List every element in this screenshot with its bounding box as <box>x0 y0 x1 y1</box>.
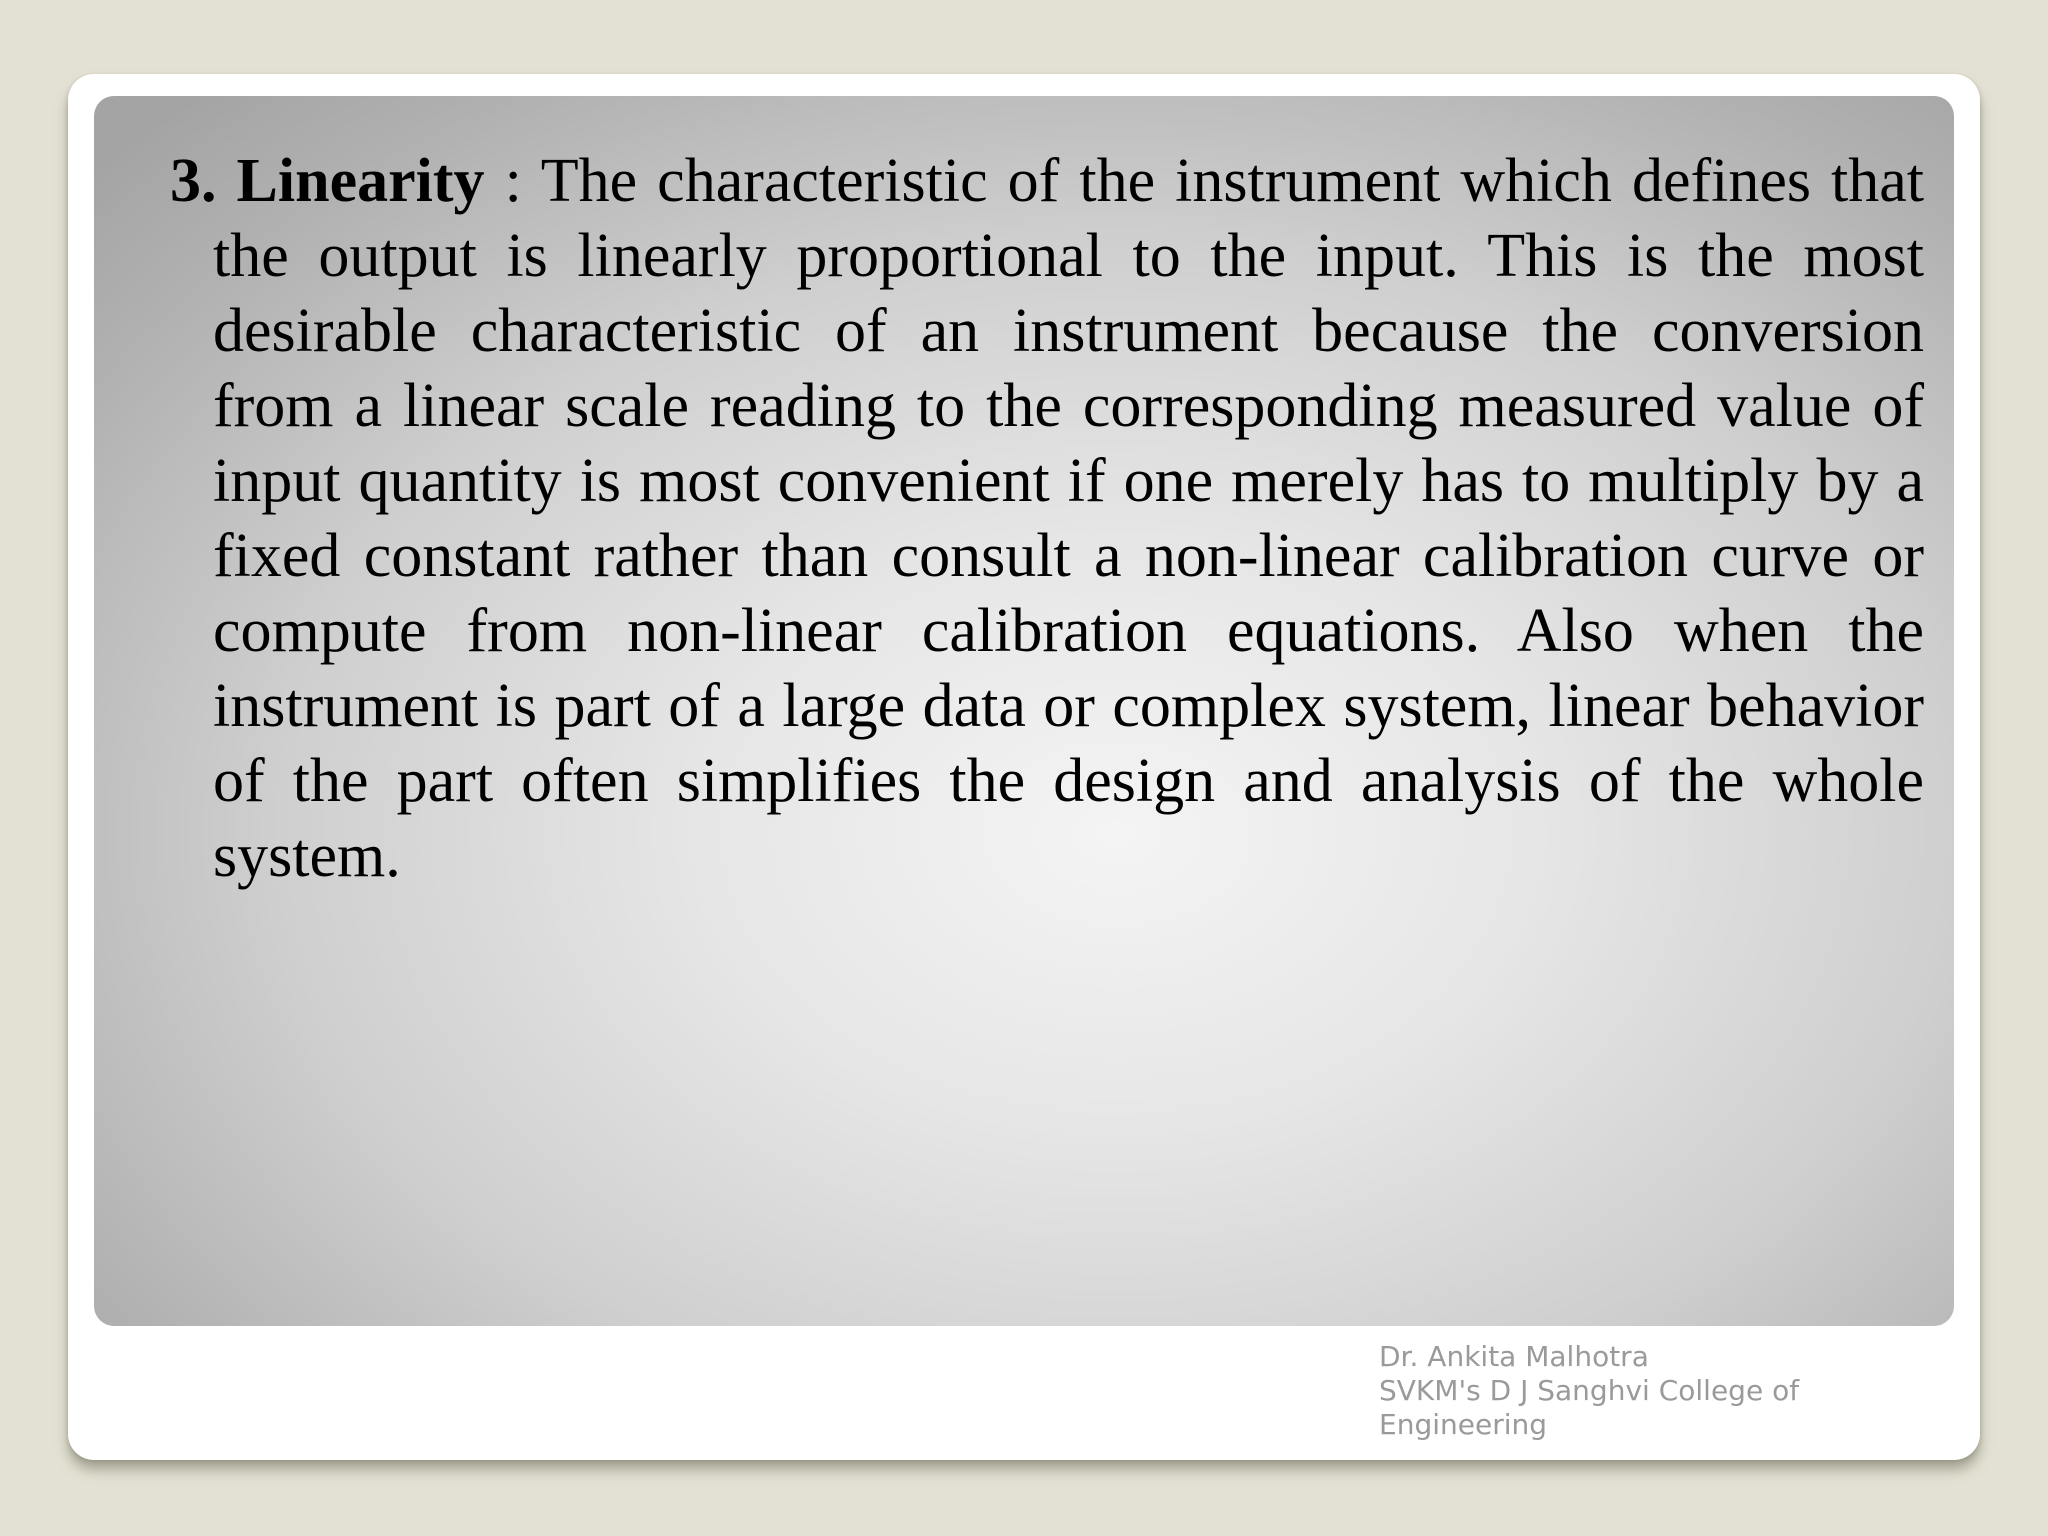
slide-heading: 3. Linearity <box>170 147 485 215</box>
footer-line-institution: SVKM's D J Sanghvi College of <box>1379 1374 1800 1407</box>
heading-separator: : <box>484 147 541 215</box>
footer-author <box>1379 1340 1899 1442</box>
slide-body-text <box>170 144 1924 894</box>
footer-line-institution-cont: Engineering <box>1379 1408 1547 1441</box>
footer-line-name: Dr. Ankita Malhotra <box>1379 1340 1649 1373</box>
slide-paragraph: The characteristic of the instrument which defines that the output is linearly proportional to the input. This is the most desirable characteristic of an instrument because the conversion from a linear scale reading to the corresponding measured value of input quantity is most convenient if one merely has to multiply by a fixed constant rather than consult a non-linear calibration curve or compute from non-linear calibration equations. Also when the instrument is part of a large data or complex system, linear behavior of the part often simplifies the design and analysis of the whole system. <box>213 147 1924 890</box>
